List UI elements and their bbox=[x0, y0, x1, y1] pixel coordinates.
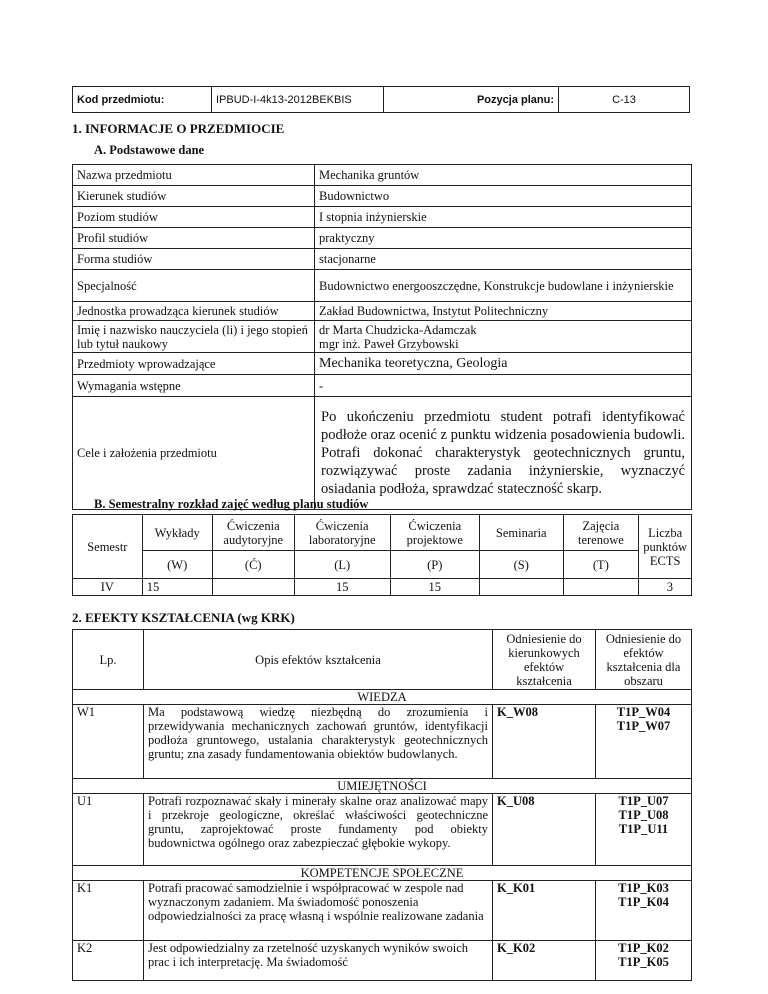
kier-cell: K_K02 bbox=[493, 941, 596, 981]
lp-header: Lp. bbox=[73, 630, 144, 690]
row-value: dr Marta Chudzicka-Adamczak mgr inż. Paweł Grzybowski bbox=[315, 321, 692, 353]
col-abbr: (W) bbox=[142, 551, 212, 579]
cell-value bbox=[563, 579, 639, 596]
col-header: Wykłady bbox=[142, 515, 212, 551]
cell-value: 15 bbox=[142, 579, 212, 596]
row-label: Kierunek studiów bbox=[73, 186, 315, 207]
kier-cell: K_K01 bbox=[493, 881, 596, 941]
row-label: Nazwa przedmiotu bbox=[73, 165, 315, 186]
outcomes-table bbox=[72, 629, 692, 981]
obsz-cell: T1P_K02 T1P_K05 bbox=[596, 941, 692, 981]
category-umiejetnosci: UMIEJĘTNOŚCI bbox=[73, 779, 692, 794]
row-value: Mechanika teoretyczna, Geologia bbox=[315, 353, 692, 375]
section-b-title: B. Semestralny rozkład zajęć według planu studiów bbox=[94, 497, 369, 511]
pozycja-value: C-13 bbox=[559, 87, 690, 113]
section-a-title: A. Podstawowe dane bbox=[94, 143, 205, 157]
row-value: - bbox=[315, 375, 692, 397]
row-label: Specjalność bbox=[73, 270, 315, 302]
category-kompetencje: KOMPETENCJE SPOŁECZNE bbox=[73, 866, 692, 881]
category-wiedza: WIEDZA bbox=[73, 690, 692, 705]
kod-value: IPBUD-I-4k13-2012BEKBIS bbox=[212, 87, 384, 113]
obsz-cell: T1P_K03 T1P_K04 bbox=[596, 881, 692, 941]
lp-cell: K2 bbox=[73, 941, 144, 981]
kier-header: Odniesienie do kierunkowych efektów kształcenia bbox=[493, 630, 596, 690]
kier-cell: K_U08 bbox=[493, 794, 596, 866]
row-label: Profil studiów bbox=[73, 228, 315, 249]
kier-cell: K_W08 bbox=[493, 705, 596, 779]
header-table bbox=[72, 86, 690, 113]
lp-cell: K1 bbox=[73, 881, 144, 941]
semestr-value: IV bbox=[73, 579, 143, 596]
col-abbr: (P) bbox=[390, 551, 479, 579]
col-abbr: (S) bbox=[480, 551, 563, 579]
obsz-header: Odniesienie do efektów kształcenia dla obszaru bbox=[596, 630, 692, 690]
opis-header: Opis efektów kształcenia bbox=[144, 630, 493, 690]
section2-title: 2. EFEKTY KSZTAŁCENIA (wg KRK) bbox=[72, 610, 295, 625]
row-value: praktyczny bbox=[315, 228, 692, 249]
kod-label: Kod przedmiotu: bbox=[73, 87, 212, 113]
col-header: Ćwiczenia audytoryjne bbox=[212, 515, 294, 551]
opis-cell: Ma podstawową wiedzę niezbędną do zrozumienia i przewidywania mechanicznych zachowań gruntów, identyfikacji podłoża gruntowego, ustalania charakterystyk geotechnicznych gruntu; zna zasady fundamentowania obiektów budowlanych. bbox=[144, 705, 493, 779]
opis-cell: Potrafi rozpoznawać skały i minerały skalne oraz analizować mapy i przekroje geologiczne, określać właściwości geotechniczne gruntu, zaprojektować proste fundamenty pod obiekty budownictwa ogólnego oraz zabezpieczać głębokie wykopy. bbox=[144, 794, 493, 866]
row-label: Poziom studiów bbox=[73, 207, 315, 228]
row-label: Imię i nazwisko nauczyciela (li) i jego stopień lub tytuł naukowy bbox=[73, 321, 315, 353]
col-abbr: (L) bbox=[294, 551, 390, 579]
row-value: Budownictwo bbox=[315, 186, 692, 207]
row-label: Jednostka prowadząca kierunek studiów bbox=[73, 302, 315, 321]
cell-value bbox=[480, 579, 563, 596]
obsz-cell: T1P_U07 T1P_U08 T1P_U11 bbox=[596, 794, 692, 866]
row-label: Wymagania wstępne bbox=[73, 375, 315, 397]
opis-cell: Potrafi pracować samodzielnie i współpracować w zespole nad wyznaczonym zadaniem. Ma świadomość ponoszenia odpowiedzialności za pracę własną i wspólnie realizowane zadania bbox=[144, 881, 493, 941]
row-value: Po ukończeniu przedmiotu student potrafi identyfikować podłoże oraz ocenić z punktu widzenia posadowienia budowli. Potrafi dokonać charakterystyk geotechnicznych gruntu, rozwiązywać proste zadania inżynierskie, wyznaczyć osiadania podłoża, sprawdzać stateczność skarp. bbox=[315, 397, 692, 510]
lp-cell: W1 bbox=[73, 705, 144, 779]
lp-cell: U1 bbox=[73, 794, 144, 866]
cell-value: 15 bbox=[294, 579, 390, 596]
row-value: Budownictwo energooszczędne, Konstrukcje budowlane i inżynierskie bbox=[315, 270, 692, 302]
row-label: Forma studiów bbox=[73, 249, 315, 270]
semestr-header: Semestr bbox=[73, 515, 143, 579]
row-label: Cele i założenia przedmiotu bbox=[73, 397, 315, 510]
ects-value: 3 bbox=[639, 579, 692, 596]
row-value: stacjonarne bbox=[315, 249, 692, 270]
col-header: Seminaria bbox=[480, 515, 563, 551]
row-value: Mechanika gruntów bbox=[315, 165, 692, 186]
row-label: Przedmioty wprowadzające bbox=[73, 353, 315, 375]
pozycja-label: Pozycja planu: bbox=[384, 87, 559, 113]
obsz-cell: T1P_W04 T1P_W07 bbox=[596, 705, 692, 779]
col-abbr: (Ć) bbox=[212, 551, 294, 579]
schedule-table bbox=[72, 514, 692, 596]
section1-title: 1. INFORMACJE O PRZEDMIOCIE bbox=[72, 121, 285, 136]
ects-header: Liczba punktów ECTS bbox=[639, 515, 692, 579]
col-abbr: (T) bbox=[563, 551, 639, 579]
basic-data-table bbox=[72, 164, 692, 510]
col-header: Ćwiczenia laboratoryjne bbox=[294, 515, 390, 551]
col-header: Ćwiczenia projektowe bbox=[390, 515, 479, 551]
row-value: Zakład Budownictwa, Instytut Politechniczny bbox=[315, 302, 692, 321]
row-value: I stopnia inżynierskie bbox=[315, 207, 692, 228]
opis-cell: Jest odpowiedzialny za rzetelność uzyskanych wyników swoich prac i ich interpretację. Ma świadomość bbox=[144, 941, 493, 981]
col-header: Zajęcia terenowe bbox=[563, 515, 639, 551]
cell-value bbox=[212, 579, 294, 596]
cell-value: 15 bbox=[390, 579, 479, 596]
